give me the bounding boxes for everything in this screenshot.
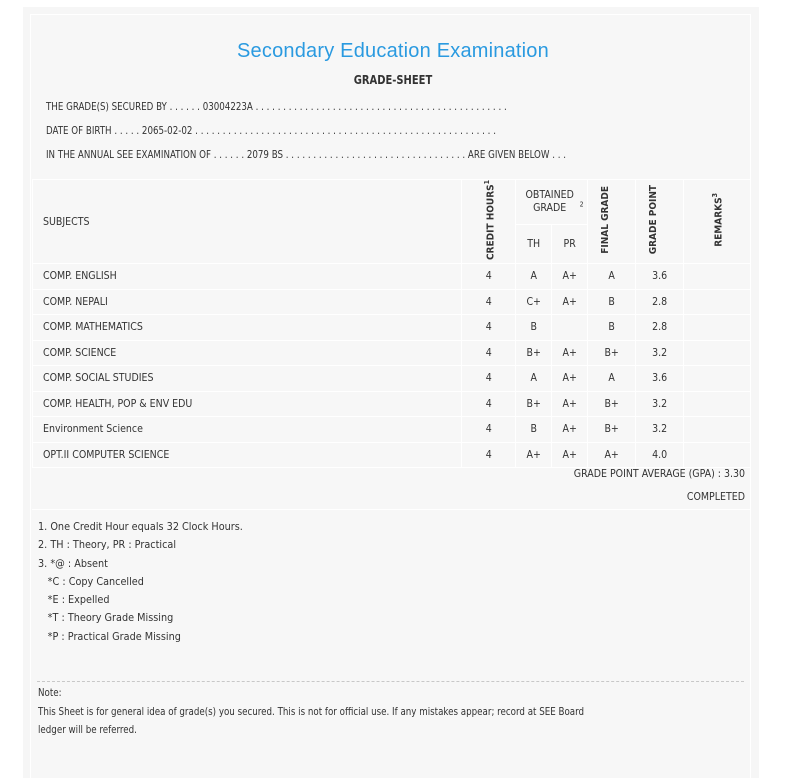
dob-line: DATE OF BIRTH . . . . . 2065-02-02 . . . . . . . . . . . . . . . . . . . . . . . . . . . . . . . . . . . . . . . . . . . . . . . . . . . . . . . xyxy=(46,125,496,137)
table-row xyxy=(33,391,751,417)
grade-point: 3.2 xyxy=(636,391,684,417)
subject-name: COMP. SCIENCE xyxy=(33,340,462,366)
pr-grade: A+ xyxy=(552,442,588,468)
grade-point: 4.0 xyxy=(636,442,684,468)
th-grade: B xyxy=(516,417,552,443)
header-pr: PR xyxy=(552,224,588,263)
secured-by-line: THE GRADE(S) SECURED BY . . . . . . 03004223A . . . . . . . . . . . . . . . . . . . . . . . . . . . . . . . . . . . . . . . . . . . . . . xyxy=(46,101,507,113)
table-row xyxy=(33,264,751,290)
table-row xyxy=(33,417,751,443)
credit-hours: 4 xyxy=(462,315,516,341)
header-remarks: REMARKS$^3$ xyxy=(684,180,751,264)
note-divider xyxy=(37,681,744,682)
table-row xyxy=(33,366,751,392)
grade-point: 3.2 xyxy=(636,340,684,366)
final-grade: A xyxy=(588,264,636,290)
grade-sheet-heading: GRADE-SHEET xyxy=(353,73,433,87)
remarks xyxy=(684,340,751,366)
legend-item: 2. TH : Theory, PR : Practical xyxy=(38,538,177,552)
pr-grade: A+ xyxy=(552,289,588,315)
credit-hours: 4 xyxy=(462,442,516,468)
table-row xyxy=(33,340,751,366)
note-text-line1: This Sheet is for general idea of grade(s) you secured. This is not for official use. If any mistakes appear; record at SEE Board xyxy=(38,704,585,718)
exam-title: Secondary Education Examination xyxy=(237,40,549,62)
legend-list xyxy=(38,518,271,646)
th-grade: B+ xyxy=(516,340,552,366)
remarks xyxy=(684,315,751,341)
legend-item: *T : Theory Grade Missing xyxy=(47,611,174,625)
table-row xyxy=(33,315,751,341)
credit-hours: 4 xyxy=(462,264,516,290)
grade-point: 3.6 xyxy=(636,366,684,392)
header-grade-point: GRADE POINT xyxy=(636,180,684,264)
th-grade: A+ xyxy=(516,442,552,468)
note-section xyxy=(38,684,758,740)
pr-grade: A+ xyxy=(552,366,588,392)
note-label: Note: xyxy=(38,686,62,699)
final-grade: B xyxy=(588,315,636,341)
subject-name: Environment Science xyxy=(33,417,462,443)
note-text-line2: ledger will be referred. xyxy=(38,723,137,736)
remarks xyxy=(684,366,751,392)
legend-item: *C : Copy Cancelled xyxy=(47,574,144,588)
legend-item: *P : Practical Grade Missing xyxy=(47,629,181,643)
th-grade: B+ xyxy=(516,391,552,417)
credit-hours: 4 xyxy=(462,366,516,392)
final-grade: B xyxy=(588,289,636,315)
subject-name: COMP. NEPALI xyxy=(33,289,462,315)
header-th: TH xyxy=(516,224,552,263)
header-obtained-grade: OBTAINED GRADE $^2$ xyxy=(516,180,588,225)
credit-hours: 4 xyxy=(462,340,516,366)
table-row xyxy=(33,289,751,315)
grade-point: 3.2 xyxy=(636,417,684,443)
credit-hours: 4 xyxy=(462,391,516,417)
section-divider xyxy=(32,509,751,510)
pr-grade: A+ xyxy=(552,264,588,290)
header-subjects: SUBJECTS xyxy=(33,180,462,264)
pr-grade: A+ xyxy=(552,340,588,366)
grade-point: 2.8 xyxy=(636,315,684,341)
header-credit-hours: CREDIT HOURS$^1$ xyxy=(462,180,516,264)
th-grade: B xyxy=(516,315,552,341)
pr-grade: A+ xyxy=(552,391,588,417)
gpa-summary: GRADE POINT AVERAGE (GPA) : 3.30 xyxy=(573,468,745,480)
remarks xyxy=(684,391,751,417)
credit-hours: 4 xyxy=(462,417,516,443)
subject-name: COMP. ENGLISH xyxy=(33,264,462,290)
grades-table xyxy=(32,179,751,468)
th-grade: A xyxy=(516,264,552,290)
remarks xyxy=(684,289,751,315)
final-grade: A xyxy=(588,366,636,392)
final-grade: B+ xyxy=(588,340,636,366)
header-final-grade: FINAL GRADE xyxy=(588,180,636,264)
legend-item: 1. One Credit Hour equals 32 Clock Hours. xyxy=(38,520,243,533)
table-row xyxy=(33,442,751,468)
exam-line: IN THE ANNUAL SEE EXAMINATION OF . . . . . . 2079 BS . . . . . . . . . . . . . . . . . . . . . . . . . . . . . . . . . ARE GIVEN BELOW . . . xyxy=(46,149,567,161)
status-badge: COMPLETED xyxy=(686,491,745,503)
subject-name: COMP. HEALTH, POP & ENV EDU xyxy=(33,391,462,417)
grade-point: 3.6 xyxy=(636,264,684,290)
remarks xyxy=(684,417,751,443)
remarks xyxy=(684,442,751,468)
grade-point: 2.8 xyxy=(636,289,684,315)
pr-grade xyxy=(552,315,588,341)
legend-item: 3. *@ : Absent xyxy=(38,556,108,570)
final-grade: A+ xyxy=(588,442,636,468)
pr-grade: A+ xyxy=(552,417,588,443)
final-grade: B+ xyxy=(588,391,636,417)
final-grade: B+ xyxy=(588,417,636,443)
subject-name: COMP. MATHEMATICS xyxy=(33,315,462,341)
credit-hours: 4 xyxy=(462,289,516,315)
subject-name: OPT.II COMPUTER SCIENCE xyxy=(33,442,462,468)
th-grade: A xyxy=(516,366,552,392)
subject-name: COMP. SOCIAL STUDIES xyxy=(33,366,462,392)
remarks xyxy=(684,264,751,290)
th-grade: C+ xyxy=(516,289,552,315)
legend-item: *E : Expelled xyxy=(47,593,110,607)
